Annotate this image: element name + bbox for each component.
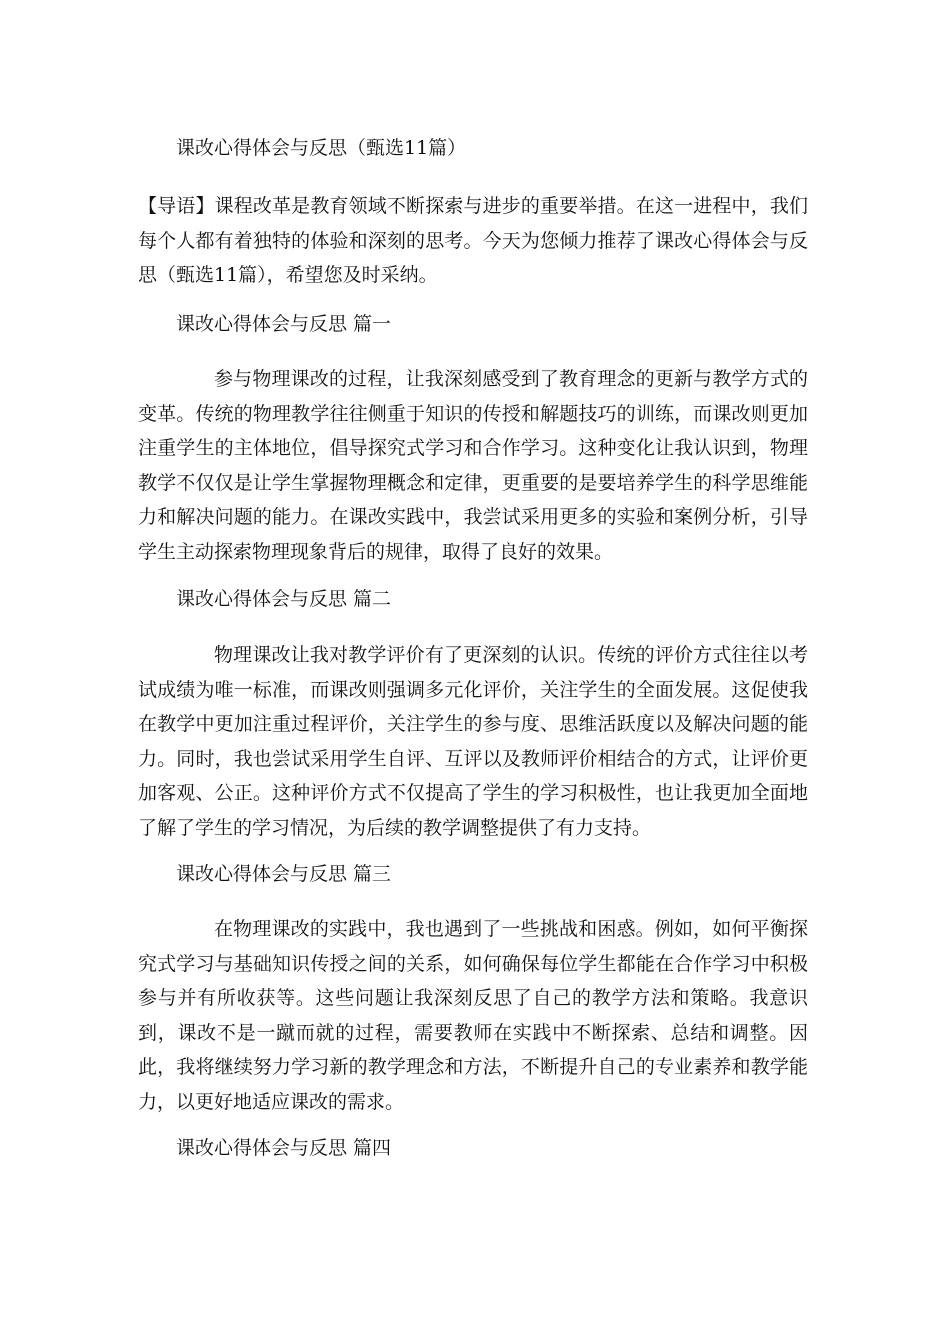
document-title: 课改心得体会与反思（甄选11篇） [176,137,467,159]
section-heading-3: 课改心得体会与反思 篇三 [176,863,392,885]
section-heading-1: 课改心得体会与反思 篇一 [176,313,392,335]
section-body-1: 参与物理课改的过程，让我深刻感受到了教育理念的更新与教学方式的变革。传统的物理教学往往侧重于知识的传授和解题技巧的训练，而课改则更加注重学生的主体地位，倡导探究式学习和合作学习。这种变化让我认识到，物理教学不仅仅是让学生掌握物理概念和定律，更重要的是要培养学生的科学思维能力和解决问题的能力。在课改实践中，我尝试采用更多的实验和案例分析，引导学生主动探索物理现象背后的规律，取得了良好的效果。 [138,368,808,563]
section-heading-2: 课改心得体会与反思 篇二 [176,588,392,610]
section-heading-4: 课改心得体会与反思 篇四 [176,1137,392,1159]
intro-paragraph: 【导语】课程改革是教育领域不断探索与进步的重要举措。在这一进程中，我们每个人都有着独特的体验和深刻的思考。今天为您倾力推荐了课改心得体会与反思（甄选11篇），希望您及时采纳。 [138,195,808,286]
section-body-3: 在物理课改的实践中，我也遇到了一些挑战和困惑。例如，如何平衡探究式学习与基础知识传授之间的关系，如何确保每位学生都能在合作学习中积极参与并有所收获等。这些问题让我深刻反思了自己的教学方法和策略。我意识到，课改不是一蹴而就的过程，需要教师在实践中不断探索、总结和调整。因此，我将继续努力学习新的教学理念和方法，不断提升自己的专业素养和教学能力，以更好地适应课改的需求。 [138,918,808,1113]
section-body-2: 物理课改让我对教学评价有了更深刻的认识。传统的评价方式往往以考试成绩为唯一标准，而课改则强调多元化评价，关注学生的全面发展。这促使我在教学中更加注重过程评价，关注学生的参与度、思维活跃度以及解决问题的能力。同时，我也尝试采用学生自评、互评以及教师评价相结合的方式，让评价更加客观、公正。这种评价方式不仅提高了学生的学习积极性，也让我更加全面地了解了学生的学习情况，为后续的教学调整提供了有力支持。 [138,644,808,839]
